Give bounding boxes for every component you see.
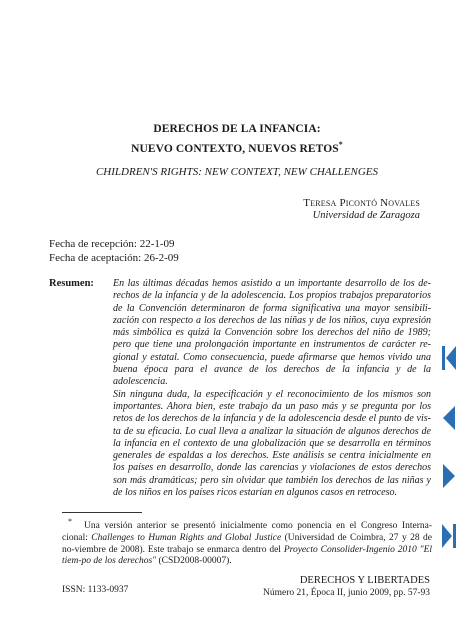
author-affiliation: Universidad de Zaragoza bbox=[312, 210, 420, 221]
journal-name: DERECHOS Y LIBERTADES bbox=[299, 575, 430, 586]
abstract-line: Sin ninguna duda, la especificación y el reconocimiento de los mismos son bbox=[113, 388, 431, 400]
abstract-line: son más dramáticas; pero sin olvidar que también los derechos de las niñas y bbox=[113, 474, 431, 486]
abstract-line: de la Convención determinaron de forma significativa una mayor sensibili- bbox=[113, 302, 431, 314]
abstract-line: más simbólica es quizá la Convención sobre los derechos del niño de 1989; bbox=[113, 327, 431, 339]
first-page-icon[interactable] bbox=[440, 344, 458, 372]
abstract-line: la infancia en el contexto de una globalización que se desarrolla en términos bbox=[113, 437, 431, 449]
title-footnote-marker: * bbox=[338, 140, 343, 149]
article-title-line2: NUEVO CONTEXTO, NUEVOS RETOS* bbox=[131, 140, 343, 155]
abstract-line: zación con respecto a los derechos de las niñas y de los niños, cuya expresión bbox=[113, 314, 431, 326]
abstract-text bbox=[113, 278, 431, 499]
last-page-icon[interactable] bbox=[440, 522, 458, 550]
abstract-line: En las últimas décadas hemos asistido a un importante desarrollo de los de- bbox=[113, 278, 431, 289]
abstract-line: ta de su eficacia. Lo cual lleva a analizar la situación de algunos derechos de bbox=[113, 425, 431, 437]
article-title-line1: DERECHOS DE LA INFANCIA: bbox=[153, 123, 321, 135]
journal-issue: Número 21, Época II, junio 2009, pp. 57-93 bbox=[262, 588, 430, 598]
abstract-label: Resumen: bbox=[49, 278, 94, 289]
received-date: Fecha de recepción: 22-1-09 bbox=[49, 238, 175, 250]
abstract-line: rechos de la infancia y de la adolescencia. Los propios trabajos preparatorios bbox=[113, 290, 431, 302]
abstract-line: gional y estatal. Como consecuencia, puede afirmarse que hemos vivido una bbox=[113, 351, 431, 363]
abstract-line: de los niños en los países ricos estarían en algunos casos en retroceso. bbox=[113, 487, 397, 499]
accepted-date: Fecha de aceptación: 26-2-09 bbox=[49, 252, 179, 264]
issn: ISSN: 1133-0937 bbox=[62, 585, 129, 595]
author-name: Teresa Picontó Novales bbox=[303, 197, 420, 209]
english-title: CHILDREN'S RIGHTS: NEW CONTEXT, NEW CHALLENGES bbox=[95, 166, 379, 178]
previous-page-icon[interactable] bbox=[440, 404, 458, 432]
abstract-line: importantes. Ahora bien, este trabajo da un paso más y se pregunta por los bbox=[113, 400, 431, 412]
abstract-line: retos de los derechos de la infancia y de la adolescencia desde el punto de vis- bbox=[113, 413, 431, 425]
abstract-line: pero que tiene una prolongación importante en instrumentos de carácter re- bbox=[113, 339, 431, 351]
footnote-divider bbox=[62, 512, 142, 513]
abstract-line: los países en desarrollo, donde las carencias y violaciones de estos derechos bbox=[113, 462, 431, 474]
abstract-line: generales de espaldas a los derechos. Este análisis se centra inicialmente en bbox=[113, 450, 431, 462]
footnote: * Una versión anterior se presentó inicialmente como ponencia en el Congreso Interna-cional: Challenges to Human Rights and Global Justice (Universidad de Coimbra, 27 y 28 de no-viembre de 2008). Este trabajo se enmarca dentro del Proyecto Consolider-Ingenio 2010 "El tiem-po de los derechos" (CSD2008-00007). bbox=[62, 517, 433, 567]
next-page-icon[interactable] bbox=[440, 462, 458, 490]
abstract-line: buena época para el avance de los derechos de la infancia y de la adolescencia. bbox=[113, 364, 431, 388]
footnote-marker: * bbox=[68, 517, 72, 526]
